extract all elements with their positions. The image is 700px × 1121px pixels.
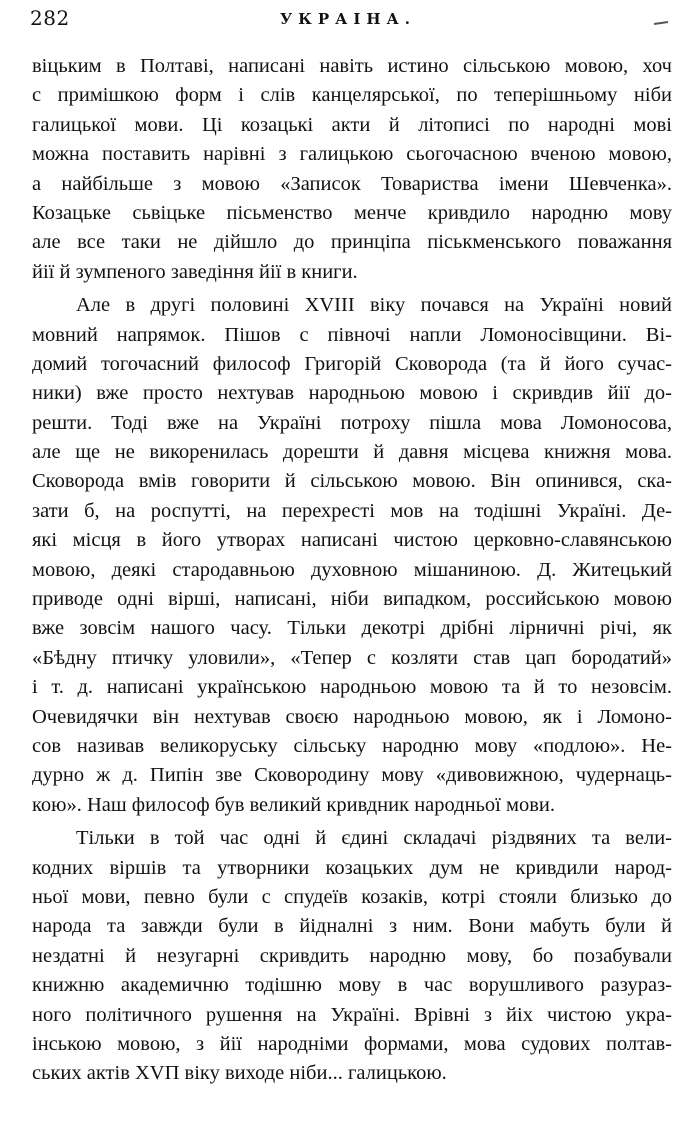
text-line: йії й зумпеного заведіння йії в книги. — [32, 260, 358, 283]
text-line: приводе одні вірші, написані, ніби випадком, российською мовою — [32, 588, 672, 611]
text-line: сов називав великоруську сільську народню мову «подлою». Не- — [32, 734, 672, 757]
body-text — [32, 52, 672, 1089]
text-line: але все таки не дійшло до принціпа піськменського поважання — [32, 231, 672, 254]
text-line: а найбільше з мовою «Записок Товариства імени Шевченка». — [32, 172, 672, 195]
text-line: інською мовою, з йії народніми формами, мова судових полтав- — [32, 1032, 672, 1055]
text-line: які місця в його утворах написані чистою церковно-славянською — [32, 529, 672, 552]
text-line: і т. д. написані українською народньою мовою та й то незовсім. — [32, 676, 672, 699]
text-line: народа та завжди були в йідналні з ним. Вони мабуть були й — [32, 915, 672, 938]
text-line: «Бѣдну птичку уловили», «Тепер с козляти став цап бородатий» — [32, 646, 672, 669]
text-line: ники) вже просто нехтував народньою мовою і скривдив йії до- — [32, 382, 672, 405]
text-line: нездатні й незугарні скривдить народню мову, бо позабували — [32, 944, 672, 967]
text-line: мовний напрямок. Пішов с півночі напли Ломоносівщини. Ві- — [32, 323, 672, 346]
text-line: зати б, на роспутті, на перехресті мов на тодішні Україні. Де- — [32, 499, 672, 522]
text-line: домий тогочасний философ Григорій Сковорода (та й його сучас- — [32, 352, 672, 375]
running-head: УКРАIНА. — [280, 10, 416, 28]
text-line: ньої мови, певно були с спудеїв козаків, котрі стояли близько до — [32, 885, 672, 908]
text-line: Очевидячки він нехтував своєю народньою мовою, як і Ломоно- — [32, 705, 672, 728]
page-mark — [654, 21, 668, 25]
text-line: с примішкою форм і слів канцелярської, по теперішньому ніби — [32, 84, 672, 107]
paragraph-2 — [32, 291, 672, 820]
text-line: мовою, деякі стародавньою духовною мішаниною. Д. Житецький — [32, 558, 672, 581]
text-line: кодних віршів та утворники козацьких дум не кривдили народ- — [32, 856, 672, 879]
text-line: ських актів XVП віку виходе ніби... галицькою. — [32, 1062, 447, 1085]
text-line: галицької мови. Ці козацькі акти й літописі по народні мові — [32, 113, 672, 136]
text-line: Сковорода вмів говорити й сільською мовою. Він опинився, ска- — [32, 470, 672, 493]
paragraph-3 — [32, 824, 672, 1089]
text-line: Але в другі половині XVIII віку почався на Україні новий — [76, 294, 672, 317]
page-number: 282 — [30, 6, 70, 30]
text-line: дурно ж д. Пипін зве Сковородину мову «дивовижною, чудернаць- — [32, 764, 672, 787]
text-line: Тільки в той час одні й єдині складачі різдвяних та вели- — [76, 827, 672, 850]
text-line: решти. Тоді вже на Україні потроху пішла мова Ломоносова, — [32, 411, 672, 434]
text-line: можна поставить нарівні з галицькою сьогочасною вченою мовою, — [32, 143, 672, 166]
text-line: віцьким в Полтаві, написані навіть истино сільською мовою, хоч — [32, 55, 672, 77]
paragraph-1 — [32, 52, 672, 287]
text-line: вже зовсім нашого часу. Тільки декотрі дрібні лірничні річі, як — [32, 617, 672, 640]
text-line: Козацьке сьвіцьке пісьменство менче кривдило народню мову — [32, 201, 672, 224]
text-line: але ще не викоренилась дорешти й давня місцева книжня мова. — [32, 441, 672, 464]
page-header — [0, 4, 700, 34]
text-line: книжню академичню тодішню мову в час ворушливого разураз- — [32, 974, 672, 997]
text-line: ного політичного рушення на Україні. Врівні з йіх чистою укра- — [32, 1003, 672, 1026]
text-line: кою». Наш философ був великий кривдник народньої мови. — [32, 793, 555, 816]
